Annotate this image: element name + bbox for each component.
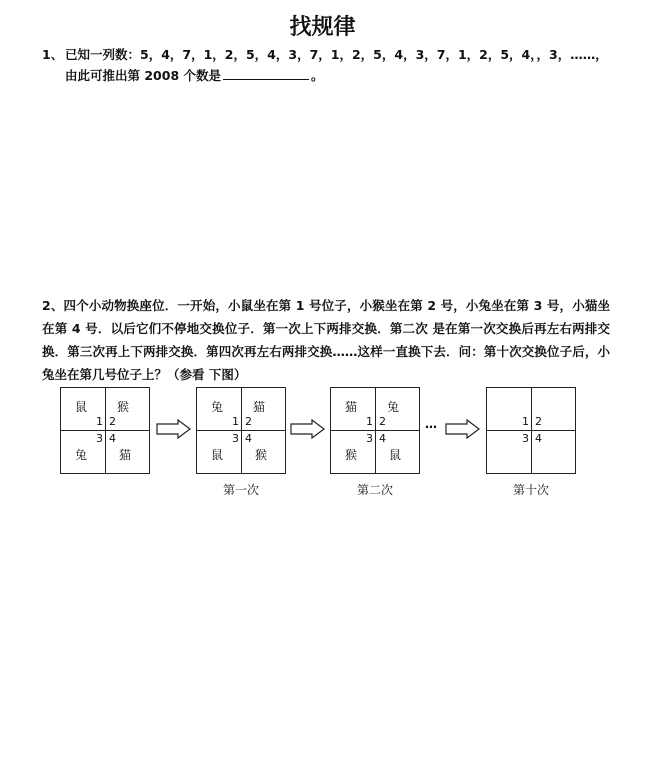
arrow-right-icon [290,419,326,439]
seat-number: 3 [232,432,239,445]
seat-box-first [196,387,286,474]
seat-animal: 鼠 [75,400,88,414]
seat-animal: 兔 [211,400,224,414]
seat-number: 3 [522,432,529,445]
seat-animal: 猴 [117,400,130,414]
seat-diagram [60,387,580,497]
seat-animal: 鼠 [211,448,224,462]
page-title: 找规律 [289,14,356,40]
divider [61,430,149,431]
seat-animal: 猫 [253,400,266,414]
question-1-period: 。 [311,68,324,83]
arrow-right-icon [156,419,192,439]
seat-number: 1 [366,415,373,428]
seat-box-tenth [486,387,576,474]
seat-animal: 鼠 [389,448,402,462]
caption-first: 第一次 [223,483,260,497]
question-1-prompt-text: 由此可推出第 2008 个数是 [65,68,221,83]
ellipsis: … [425,417,437,431]
question-2: 2、四个小动物换座位．一开始，小鼠坐在第 1 号位子，小猴坐在第 2 号，小兔坐在第 3 号，小猫坐在第 4 号．以后它们不停地交换位子．第一次上下两排交换．第二次 是在第一次交换后再左右两排交换．第三次再上下两排交换．第四次再左右两排交换……这样一直换下去．问：第十次交换位子后，小兔坐在第几号位子上？（参看 下图） [42,298,610,382]
seat-number: 4 [535,432,542,445]
divider [197,430,285,431]
question-1-sequence: 已知一列数：5，4，7，1，2，5，4，3，7，1，2，5，4，3，7，1，2，5，4，，3，……， [65,47,608,62]
arrow-right-icon [445,419,481,439]
seat-number: 4 [379,432,386,445]
question-1-number: 1、 [42,47,64,62]
caption-tenth: 第十次 [513,483,550,497]
seat-box-initial [60,387,150,474]
seat-animal: 兔 [75,448,88,462]
seat-number: 2 [245,415,252,428]
seat-number: 4 [109,432,116,445]
seat-number: 2 [109,415,116,428]
seat-animal: 猫 [119,448,132,462]
seat-animal: 猴 [255,448,268,462]
question-1-prompt [65,65,324,86]
seat-animal: 猴 [345,448,358,462]
caption-second: 第二次 [357,483,394,497]
seat-box-second [330,387,420,474]
seat-number: 2 [379,415,386,428]
divider [487,430,575,431]
seat-number: 4 [245,432,252,445]
seat-number: 1 [96,415,103,428]
seat-number: 1 [522,415,529,428]
answer-blank[interactable] [223,66,309,80]
seat-animal: 兔 [387,400,400,414]
seat-number: 3 [96,432,103,445]
seat-animal: 猫 [345,400,358,414]
seat-number: 3 [366,432,373,445]
seat-number: 2 [535,415,542,428]
seat-number: 1 [232,415,239,428]
divider [331,430,419,431]
